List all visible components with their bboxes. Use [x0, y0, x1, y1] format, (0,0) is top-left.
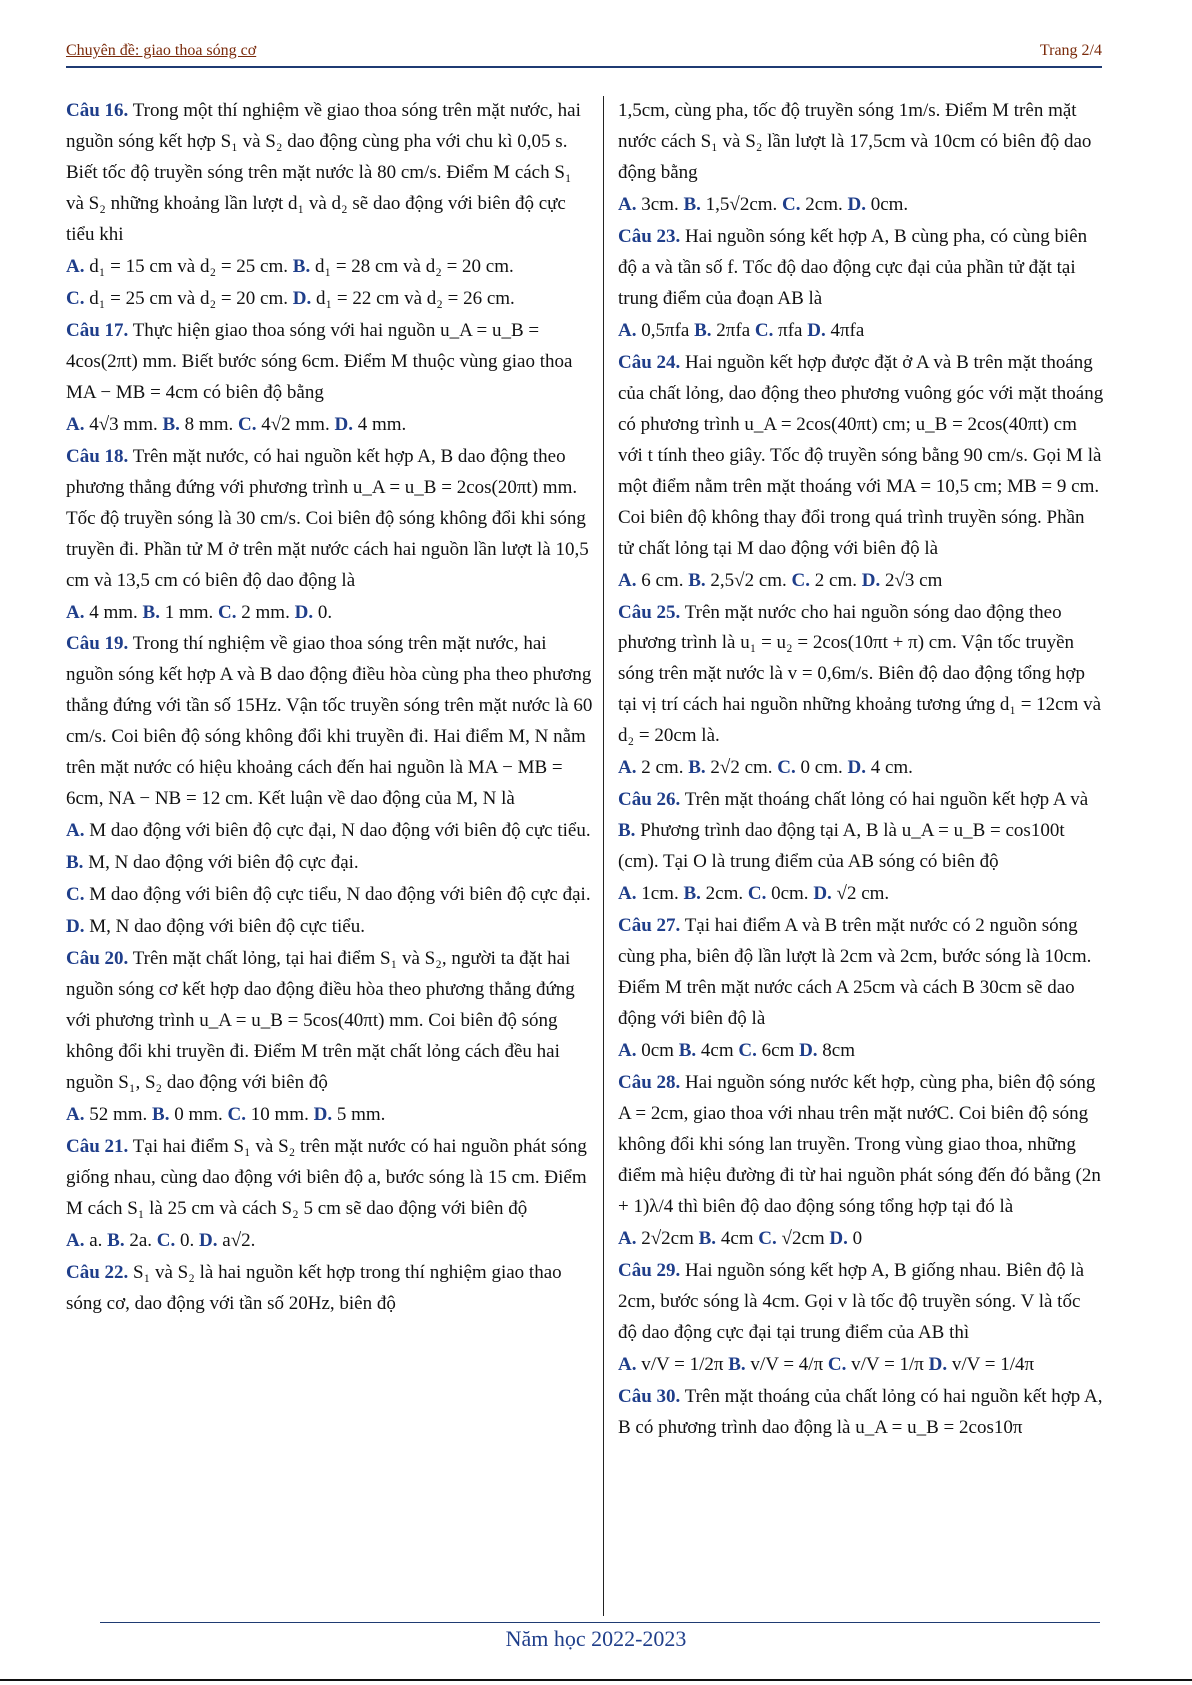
question-26: Câu 26. Trên mặt thoáng chất lỏng có hai nguồn kết hợp A và B. Phương trình dao động tại A, B là u_A = u_B = cos100t (cm). Tại O là trung điểm của AB sóng có biên độ — [618, 789, 1089, 873]
q25-options: A. 2 cm. B. 2√2 cm. C. 0 cm. D. 4 cm. — [618, 757, 913, 779]
question-19: Câu 19. Trong thí nghiệm về giao thoa sóng trên mặt nước, hai nguồn sóng kết hợp A và B dao động điều hòa cùng pha theo phương thẳng đứng với tần số 15Hz. Vận tốc truyền sóng trên mặt nước là 60 cm/s. Coi biên độ sóng không đổi khi truyền đi. Hai điểm M, N nằm trên mặt nước có hiệu khoảng cách đến hai nguồn là MA − MB = 6cm, NA − NB = 12 cm. Kết luận về dao động của M, N là — [66, 633, 593, 810]
question-17: Câu 17. Thực hiện giao thoa sóng với hai nguồn u_A = u_B = 4cos(2πt) mm. Biết bước sóng 6cm. Điểm M thuộc vùng giao thoa MA − MB = 4cm có biên độ bằng — [66, 319, 573, 403]
question-24: Câu 24. Hai nguồn kết hợp được đặt ở A và B trên mặt thoáng của chất lỏng, dao động theo phương vuông góc với mặt thoáng có phương trình u_A = 2cos(40πt) cm; u_B = 2cos(40πt) cm với t tính theo giây. Tốc độ truyền sóng bằng 90 cm/s. Gọi M là một điểm nằm trên mặt thoáng với MA = 10,5 cm; MB = 9 cm. Coi biên độ không thay đổi trong quá trình truyền sóng. Phần tử chất lỏng tại M dao động với biên độ là — [618, 351, 1104, 559]
header-rule — [66, 66, 1102, 68]
q27-options: A. 0cm B. 4cm C. 6cm D. 8cm — [618, 1040, 856, 1062]
question-23: Câu 23. Hai nguồn sóng kết hợp A, B cùng pha, có cùng biên độ a và tần số f. Tốc độ dao động cực đại của phần tử đặt tại trung điểm của đoạn AB là — [618, 225, 1088, 309]
q16-options-ab: A. d₁ = 15 cm và d₂ = 25 cm. B. d₁ = 28 cm và d₂ = 20 cm. — [66, 255, 514, 277]
q19-option-d: D. M, N dao động với biên độ cực tiểu. — [66, 916, 365, 938]
question-29: Câu 29. Hai nguồn sóng kết hợp A, B giống nhau. Biên độ là 2cm, bước sóng là 4cm. Gọi v là tốc độ truyền sóng. V là tốc độ dao động cực đại tại trung điểm của AB thì — [618, 1259, 1085, 1343]
footer-school-year: Năm học 2022-2023 — [505, 1626, 687, 1651]
q19-option-c: C. M dao động với biên độ cực tiểu, N dao động với biên độ cực đại. — [66, 884, 591, 906]
page-header — [66, 42, 1102, 66]
q17-options: A. 4√3 mm. B. 8 mm. C. 4√2 mm. D. 4 mm. — [66, 413, 407, 435]
q23-options: A. 0,5πfa B. 2πfa C. πfa D. 4πfa — [618, 319, 865, 341]
question-27: Câu 27. Tại hai điểm A và B trên mặt nước có 2 nguồn sóng cùng pha, biên độ lần lượt là 2cm và 2cm, bước sóng là 10cm. Điểm M trên mặt nước cách A 25cm và cách B 30cm sẽ dao động với biên độ là — [618, 915, 1092, 1030]
q22-options: A. 3cm. B. 1,5√2cm. C. 2cm. D. 0cm. — [618, 193, 909, 215]
question-16: Câu 16. Trong một thí nghiệm về giao thoa sóng trên mặt nước, hai nguồn sóng kết hợp S₁ và S₂ dao động cùng pha với chu kì 0,05 s. Biết tốc độ truyền sóng trên mặt nước là 80 cm/s. Điểm M cách S₁ và S₂ những khoảng lần lượt d₁ và d₂ sẽ dao động với biên độ cực tiểu khi — [66, 100, 581, 245]
question-18: Câu 18. Trên mặt nước, có hai nguồn kết hợp A, B dao động theo phương thẳng đứng với phương trình u_A = u_B = 2cos(20πt) mm. Tốc độ truyền sóng là 30 cm/s. Coi biên độ sóng không đổi khi sóng truyền đi. Phần tử M ở trên mặt nước cách hai nguồn lần lượt là 10,5 cm và 13,5 cm có biên độ dao động là — [66, 445, 589, 591]
q26-options: A. 1cm. B. 2cm. C. 0cm. D. √2 cm. — [618, 883, 890, 905]
q19-option-b: B. M, N dao động với biên độ cực đại. — [66, 852, 359, 874]
right-column — [618, 96, 1104, 1445]
question-30-start: Câu 30. Trên mặt thoáng của chất lỏng có hai nguồn kết hợp A, B có phương trình dao động là u_A = u_B = 2cos10π — [618, 1385, 1103, 1438]
q29-options: A. v/V = 1/2π B. v/V = 4/π C. v/V = 1/π D. v/V = 1/4π — [618, 1353, 1035, 1375]
q20-options: A. 52 mm. B. 0 mm. C. 10 mm. D. 5 mm. — [66, 1104, 386, 1125]
header-page-number: Trang 2/4 — [1039, 42, 1102, 59]
header-topic: Chuyên đề: giao thoa sóng cơ — [66, 42, 257, 59]
question-28: Câu 28. Hai nguồn sóng nước kết hợp, cùng pha, biên độ sóng A = 2cm, giao thoa với nhau trên mặt nướC. Coi biên độ sóng không đổi khi sóng lan truyền. Trong vùng giao thoa, những điểm mà hiệu đường đi từ hai nguồn phát sóng đến đó bằng (2n + 1)λ/4 thì biên độ dao động sóng tổng hợp tại đó là — [618, 1072, 1101, 1217]
left-column — [66, 96, 594, 1321]
footer-rule — [100, 1622, 1100, 1623]
bottom-rule — [0, 1679, 1192, 1681]
q21-options: A. a. B. 2a. C. 0. D. a√2. — [66, 1229, 256, 1251]
q24-options: A. 6 cm. B. 2,5√2 cm. C. 2 cm. D. 2√3 cm — [618, 569, 943, 591]
column-divider — [603, 96, 604, 1616]
question-22-end: 1,5cm, cùng pha, tốc độ truyền sóng 1m/s. Điểm M trên mặt nước cách S₁ và S₂ lần lượt là 17,5cm và 10cm có biên độ dao động bằng — [618, 100, 1092, 183]
q16-options-cd: C. d₁ = 25 cm và d₂ = 20 cm. D. d₁ = 22 cm và d₂ = 26 cm. — [66, 287, 515, 309]
q28-options: A. 2√2cm B. 4cm C. √2cm D. 0 — [618, 1227, 863, 1249]
q18-options: A. 4 mm. B. 1 mm. C. 2 mm. D. 0. — [66, 601, 333, 623]
question-20: Câu 20. Trên mặt chất lỏng, tại hai điểm S₁ và S₂, người ta đặt hai nguồn sóng cơ kết hợp dao động điều hòa theo phương thẳng đứng với phương trình u_A = u_B = 5cos(40πt) mm. Coi biên độ sóng không đổi khi truyền đi. Điểm M trên mặt chất lỏng cách đều hai nguồn S₁, S₂ dao động với biên độ — [66, 948, 575, 1094]
question-25: Câu 25. Trên mặt nước cho hai nguồn sóng dao động theo phương trình là u₁ = u₂ = 2cos(10πt + π) cm. Vận tốc truyền sóng trên mặt nước là v = 0,6m/s. Biên độ dao động tổng hợp tại vị trí cách hai nguồn những khoảng tương ứng d₁ = 12cm và d₂ = 20cm là. — [618, 601, 1102, 747]
q19-option-a: A. M dao động với biên độ cực đại, N dao động với biên độ cực tiểu. — [66, 820, 591, 842]
question-22-start: Câu 22. S₁ và S₂ là hai nguồn kết hợp trong thí nghiệm giao thao sóng cơ, dao động với tần số 20Hz, biên độ — [66, 1261, 562, 1314]
question-21: Câu 21. Tại hai điểm S₁ và S₂ trên mặt nước có hai nguồn phát sóng giống nhau, cùng dao động với biên độ a, bước sóng là 15 cm. Điểm M cách S₁ là 25 cm và cách S₂ 5 cm sẽ dao động với biên độ — [66, 1135, 587, 1219]
